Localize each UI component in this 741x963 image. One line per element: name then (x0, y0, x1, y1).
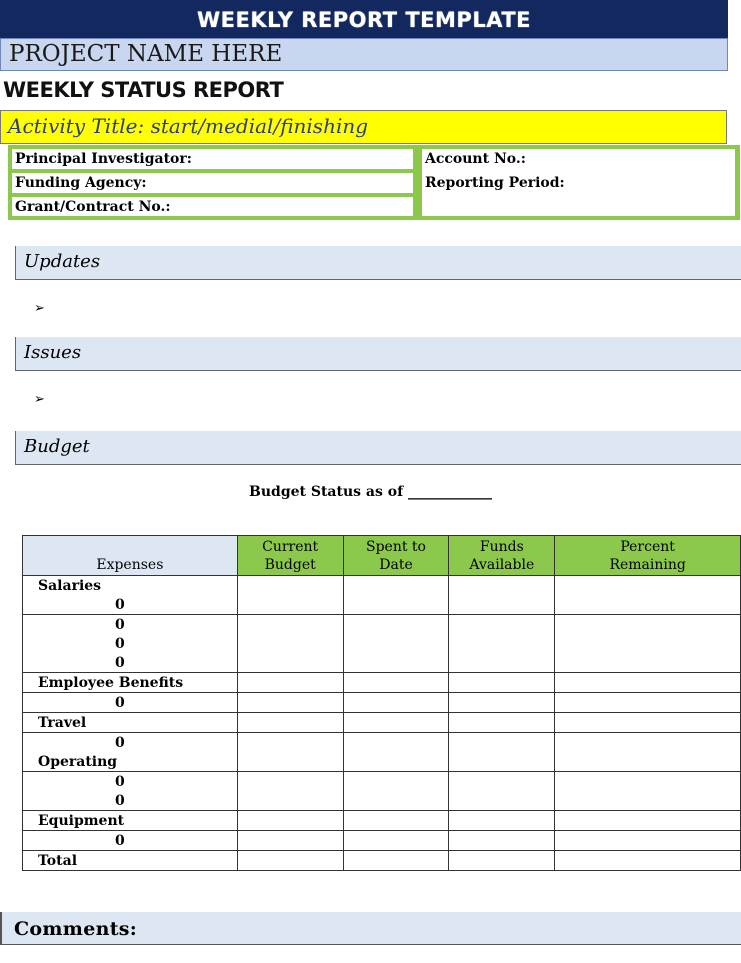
employee-benefits-label: Employee Benefits (23, 673, 238, 693)
travel-label: Travel (23, 713, 238, 733)
total-label: Total (23, 851, 238, 871)
issues-section-header (15, 337, 741, 371)
table-row (23, 772, 741, 792)
account-no-label: Account No.: (425, 151, 526, 167)
reporting-period-label: Reporting Period: (425, 175, 565, 191)
current-budget-header: Current Budget (237, 536, 343, 576)
funding-agency-label: Funding Agency: (15, 175, 147, 191)
spent-to-date-header: Spent to Date (343, 536, 449, 576)
principal-investigator-field (12, 149, 413, 169)
principal-investigator-label: Principal Investigator: (15, 151, 192, 167)
salaries-extra-value: 0 (23, 634, 238, 653)
operating-value: 0 (23, 772, 238, 792)
comments-section-header (0, 912, 741, 945)
activity-title-bar (0, 110, 727, 144)
equipment-label: Equipment (23, 811, 238, 831)
main-title: WEEKLY REPORT TEMPLATE (196, 8, 531, 32)
percent-remaining-header: Percent Remaining (555, 536, 741, 576)
main-banner (0, 0, 728, 38)
equipment-value: 0 (23, 831, 238, 851)
table-row (23, 615, 741, 635)
table-row (23, 673, 741, 693)
budget-status-line: Budget Status as of ____________ (249, 484, 492, 500)
table-row (23, 693, 741, 713)
table-row (23, 733, 741, 753)
table-row (23, 576, 741, 596)
budget-title: Budget (24, 436, 90, 457)
project-name-bar (0, 38, 728, 71)
operating-value: 0 (23, 791, 238, 811)
funds-available-header: Funds Available (449, 536, 555, 576)
account-period-field (422, 149, 735, 216)
activity-title: Activity Title: start/medial/finishing (8, 114, 369, 138)
expenses-header: Expenses (23, 536, 238, 576)
salaries-value: 0 (23, 595, 238, 615)
funding-agency-field (12, 173, 413, 193)
grant-contract-field (12, 197, 413, 216)
grant-contract-label: Grant/Contract No.: (15, 199, 171, 215)
table-row (23, 811, 741, 831)
project-name: PROJECT NAME HERE (9, 41, 283, 67)
issues-title: Issues (24, 342, 82, 363)
issues-bullet: ➢ (34, 392, 45, 407)
table-header-row (23, 536, 741, 576)
travel-value: 0 (23, 733, 238, 753)
status-report-heading: WEEKLY STATUS REPORT (3, 78, 284, 102)
budget-section-header (15, 431, 741, 465)
table-row (23, 713, 741, 733)
updates-section-header (15, 246, 741, 280)
project-info-block (8, 145, 740, 220)
employee-benefits-value: 0 (23, 693, 238, 713)
salaries-label: Salaries (23, 576, 238, 596)
updates-bullet: ➢ (34, 301, 45, 316)
updates-title: Updates (24, 251, 101, 272)
comments-label: Comments: (14, 918, 138, 940)
budget-table (22, 535, 741, 871)
salaries-extra-value: 0 (23, 615, 238, 635)
operating-label: Operating (23, 752, 238, 772)
salaries-extra-value: 0 (23, 653, 238, 673)
table-row (23, 851, 741, 871)
table-row (23, 831, 741, 851)
